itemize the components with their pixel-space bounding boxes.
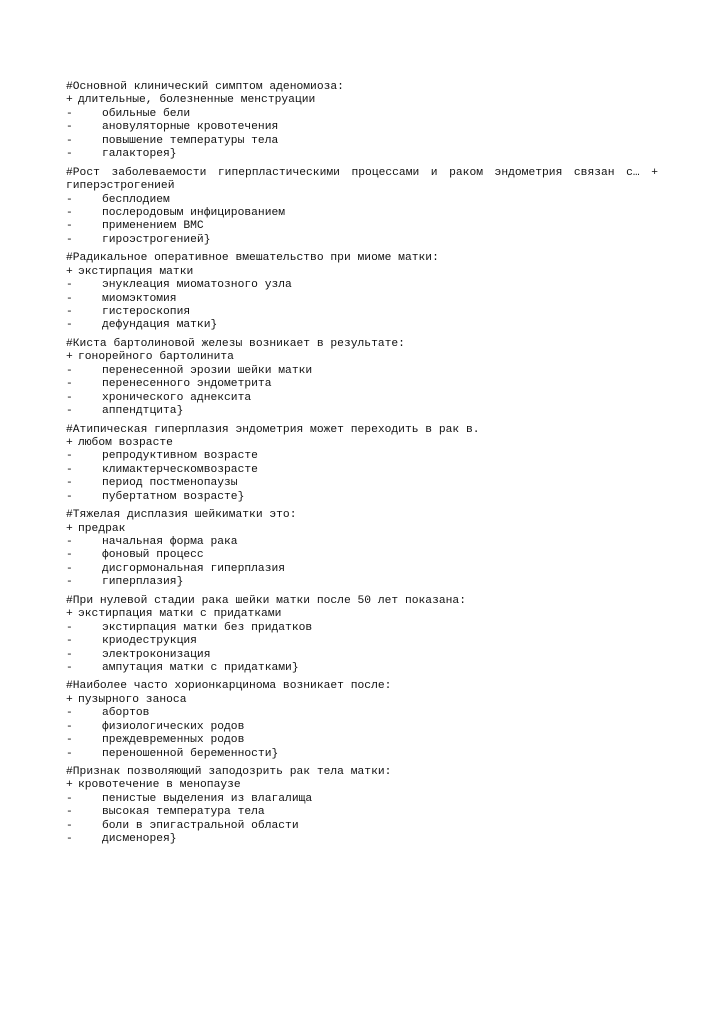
correct-answer-text: экстирпация матки bbox=[78, 265, 194, 278]
correct-answer-text: предрак bbox=[78, 522, 126, 535]
distractor-option bbox=[66, 477, 658, 490]
distractor-text: энуклеация миоматозного узла bbox=[102, 279, 292, 292]
distractor-option bbox=[66, 734, 658, 747]
distractor-option bbox=[66, 293, 658, 306]
distractor-option bbox=[66, 464, 658, 477]
test-question bbox=[66, 766, 658, 847]
minus-marker: - bbox=[66, 720, 73, 733]
distractor-text: ампутация матки с придатками} bbox=[102, 661, 299, 674]
distractor-text: абортов bbox=[102, 707, 150, 720]
distractor-option bbox=[66, 649, 658, 662]
distractor-option bbox=[66, 806, 658, 819]
distractor-option bbox=[66, 748, 658, 761]
distractor-text: повышение температуры тела bbox=[102, 134, 279, 147]
correct-answer-text: гиперэстрогенией bbox=[66, 180, 175, 193]
distractor-option bbox=[66, 121, 658, 134]
correct-answer bbox=[66, 266, 658, 279]
distractor-text: применением ВМС bbox=[102, 220, 204, 233]
distractor-text: аппендтцита} bbox=[102, 405, 184, 418]
minus-marker: - bbox=[66, 306, 73, 319]
distractor-option bbox=[66, 306, 658, 319]
distractor-option bbox=[66, 220, 658, 233]
distractor-text: криодеструкция bbox=[102, 635, 197, 648]
test-question bbox=[66, 680, 658, 761]
minus-marker: - bbox=[66, 661, 73, 674]
distractor-option bbox=[66, 662, 658, 675]
distractor-text: дисменорея} bbox=[102, 833, 177, 846]
minus-marker: - bbox=[66, 806, 73, 819]
distractor-option bbox=[66, 820, 658, 833]
distractor-text: электроконизация bbox=[102, 648, 211, 661]
distractor-text: перенесенной эрозии шейки матки bbox=[102, 364, 313, 377]
minus-marker: - bbox=[66, 391, 73, 404]
plus-marker: + bbox=[66, 436, 73, 449]
minus-marker: - bbox=[66, 792, 73, 805]
minus-marker: - bbox=[66, 319, 73, 332]
question-text: #Атипическая гиперплазия эндометрия может переходить в рак в. bbox=[66, 423, 480, 436]
distractor-option bbox=[66, 563, 658, 576]
minus-marker: - bbox=[66, 364, 73, 377]
plus-marker: + bbox=[66, 94, 73, 107]
correct-answer bbox=[66, 94, 658, 107]
distractor-text: гироэстрогенией} bbox=[102, 233, 211, 246]
question-text: #Рост заболеваемости гиперпластическими процессами и раком эндометрия связан с… bbox=[66, 166, 640, 179]
distractor-text: обильные бели bbox=[102, 107, 191, 120]
test-question bbox=[66, 509, 658, 590]
distractor-option bbox=[66, 549, 658, 562]
distractor-text: пубертатном возрасте} bbox=[102, 490, 245, 503]
distractor-text: пенистые выделения из влагалища bbox=[102, 792, 313, 805]
distractor-text: преждевременных родов bbox=[102, 734, 245, 747]
distractor-text: гистероскопия bbox=[102, 306, 191, 319]
correct-answer-text: гонорейного бартолинита bbox=[78, 351, 234, 364]
correct-answer bbox=[66, 694, 658, 707]
distractor-option bbox=[66, 279, 658, 292]
distractor-option bbox=[66, 576, 658, 589]
question-text: #Признак позволяющий заподозрить рак тела матки: bbox=[66, 766, 392, 779]
distractor-text: миомэктомия bbox=[102, 292, 177, 305]
distractor-text: дефундация матки} bbox=[102, 319, 218, 332]
distractor-option bbox=[66, 194, 658, 207]
minus-marker: - bbox=[66, 121, 73, 134]
minus-marker: - bbox=[66, 148, 73, 161]
distractor-text: период постменопаузы bbox=[102, 477, 238, 490]
minus-marker: - bbox=[66, 134, 73, 147]
distractor-option bbox=[66, 405, 658, 418]
plus-marker: + bbox=[66, 779, 73, 792]
plus-marker: + bbox=[66, 522, 73, 535]
distractor-option bbox=[66, 148, 658, 161]
question-text: #Наиболее часто хорионкарцинома возникает после: bbox=[66, 680, 392, 693]
distractor-option bbox=[66, 536, 658, 549]
distractor-option bbox=[66, 622, 658, 635]
distractor-option bbox=[66, 135, 658, 148]
minus-marker: - bbox=[66, 233, 73, 246]
test-document bbox=[66, 81, 658, 852]
distractor-option bbox=[66, 378, 658, 391]
minus-marker: - bbox=[66, 562, 73, 575]
plus-marker: + bbox=[66, 608, 73, 621]
distractor-text: ановуляторные кровотечения bbox=[102, 121, 279, 134]
correct-answer-text: экстирпация матки с придатками bbox=[78, 608, 282, 621]
distractor-option bbox=[66, 707, 658, 720]
question-text: #При нулевой стадии рака шейки матки после 50 лет показана: bbox=[66, 594, 466, 607]
minus-marker: - bbox=[66, 378, 73, 391]
plus-marker: + bbox=[66, 693, 73, 706]
minus-marker: - bbox=[66, 648, 73, 661]
distractor-text: климактерческомвозрасте bbox=[102, 463, 258, 476]
distractor-option bbox=[66, 491, 658, 504]
question-text: #Радикальное оперативное вмешательство при миоме матки: bbox=[66, 252, 439, 265]
correct-answer-text: кровотечение в менопаузе bbox=[78, 779, 241, 792]
minus-marker: - bbox=[66, 819, 73, 832]
distractor-text: хронического аднексита bbox=[102, 391, 252, 404]
test-question bbox=[66, 338, 658, 419]
distractor-text: переношенной беременности} bbox=[102, 747, 279, 760]
minus-marker: - bbox=[66, 747, 73, 760]
minus-marker: - bbox=[66, 490, 73, 503]
test-question bbox=[66, 81, 658, 162]
distractor-option bbox=[66, 234, 658, 247]
distractor-text: послеродовым инфицированием bbox=[102, 206, 286, 219]
distractor-text: перенесенного эндометрита bbox=[102, 378, 272, 391]
plus-marker: + bbox=[651, 166, 658, 179]
distractor-option bbox=[66, 392, 658, 405]
minus-marker: - bbox=[66, 193, 73, 206]
distractor-text: физиологических родов bbox=[102, 720, 245, 733]
correct-answer bbox=[66, 779, 658, 792]
minus-marker: - bbox=[66, 833, 73, 846]
plus-marker: + bbox=[66, 265, 73, 278]
minus-marker: - bbox=[66, 621, 73, 634]
distractor-text: боли в эпигастральной области bbox=[102, 819, 299, 832]
minus-marker: - bbox=[66, 477, 73, 490]
question-text: #Тяжелая дисплазия шейкиматки это: bbox=[66, 509, 297, 522]
distractor-text: высокая температура тела bbox=[102, 806, 265, 819]
minus-marker: - bbox=[66, 549, 73, 562]
question-with-answer bbox=[66, 167, 658, 194]
correct-answer-text: пузырного заноса bbox=[78, 693, 187, 706]
distractor-option bbox=[66, 207, 658, 220]
minus-marker: - bbox=[66, 279, 73, 292]
minus-marker: - bbox=[66, 707, 73, 720]
question-text: #Киста бартолиновой железы возникает в результате: bbox=[66, 337, 405, 350]
distractor-text: дисгормональная гиперплазия bbox=[102, 562, 286, 575]
question-text: #Основной клинический симптом аденомиоза: bbox=[66, 81, 344, 93]
minus-marker: - bbox=[66, 635, 73, 648]
correct-answer-text: любом возрасте bbox=[78, 436, 173, 449]
minus-marker: - bbox=[66, 206, 73, 219]
minus-marker: - bbox=[66, 734, 73, 747]
distractor-text: начальная форма рака bbox=[102, 536, 238, 549]
minus-marker: - bbox=[66, 107, 73, 120]
distractor-text: репродуктивном возрасте bbox=[102, 450, 258, 463]
distractor-text: галакторея} bbox=[102, 148, 177, 161]
test-question bbox=[66, 424, 658, 505]
test-question bbox=[66, 167, 658, 248]
distractor-option bbox=[66, 833, 658, 846]
distractor-option bbox=[66, 319, 658, 332]
distractor-text: экстирпация матки без придатков bbox=[102, 621, 313, 634]
correct-answer-text: длительные, болезненные менструации bbox=[78, 94, 316, 107]
distractor-option bbox=[66, 450, 658, 463]
distractor-text: бесплодием bbox=[102, 193, 170, 206]
minus-marker: - bbox=[66, 450, 73, 463]
correct-answer bbox=[66, 351, 658, 364]
distractor-option bbox=[66, 721, 658, 734]
minus-marker: - bbox=[66, 536, 73, 549]
correct-answer bbox=[66, 608, 658, 621]
minus-marker: - bbox=[66, 405, 73, 418]
minus-marker: - bbox=[66, 292, 73, 305]
distractor-option bbox=[66, 365, 658, 378]
correct-answer bbox=[66, 437, 658, 450]
test-question bbox=[66, 252, 658, 333]
distractor-option bbox=[66, 108, 658, 121]
correct-answer bbox=[66, 523, 658, 536]
minus-marker: - bbox=[66, 576, 73, 589]
plus-marker: + bbox=[66, 351, 73, 364]
test-question bbox=[66, 595, 658, 676]
minus-marker: - bbox=[66, 463, 73, 476]
distractor-text: фоновый процесс bbox=[102, 549, 204, 562]
minus-marker: - bbox=[66, 220, 73, 233]
distractor-option bbox=[66, 635, 658, 648]
distractor-text: гиперплазия} bbox=[102, 576, 184, 589]
distractor-option bbox=[66, 793, 658, 806]
